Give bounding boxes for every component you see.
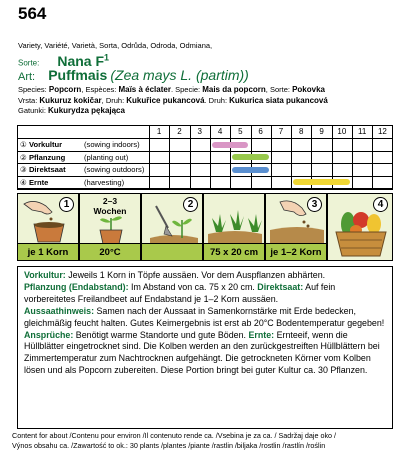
month-number: 7: [278, 127, 284, 136]
step-germination: [79, 193, 141, 261]
instructions-text: Vorkultur: Jeweils 1 Korn in Töpfe aussäen. Vor dem Auspflanzen abhärten. Pflanzung (Endabstand): Im Abstand von ca. 75 x 20 cm. Direktsaat: Auf fein vorbereitetes Freilandbeet auf Endabstand je 1–2 Korn aussäen. Aussaathinweis: Samen nach der Aussaat in Samenkornstärke mit Erde bedecken, gleichmäßig feucht halten. Gutes Keimergebnis ist erst ab 20°C Bodentemperatur gegeben! Ansprüche: Benötigt warme Standorte und gute Böden. Ernte: Ernteeif, wenn die Hüllblätter eingetrocknet sind. Die Kolben werden an den zurückgestreiften Hüllblättern bei Zimmertemperatur zum Nachtrocknen aufgehängt. Die getrockneten Körner vom Kolben lösen und als Popcorn zubereiten. Diese Portion bringt bei guter Kultur ca. 30 Pflanzen.: [17, 266, 393, 429]
art-label: Art:: [18, 71, 36, 83]
content-footer: Content for about /Contenu pour environ /Il contenuto rende ca. /Vsebina je za ca. / Sadržaj daje oko / Výnos obsahu ca. /Zawartość to ok.: 30 plants /plantes /piante /rastlin /biljaka /rostlin /rastlín /roślin: [12, 431, 337, 450]
month-number: 11: [357, 127, 367, 136]
step-pot-sowing: [17, 193, 79, 261]
step-caption: 20°C: [80, 243, 140, 260]
art-value: Puffmais: [48, 67, 108, 83]
step-caption: 75 x 20 cm: [204, 243, 264, 260]
month-number: 9: [319, 127, 324, 136]
month-number: 5: [238, 127, 243, 136]
variety-label: Variety, Variété, Varietà, Sorta, Odrůda, Odroda, Odmiana,: [18, 41, 213, 50]
row-divider: [17, 188, 393, 189]
month-number: 2: [177, 127, 182, 136]
art-line: [18, 67, 249, 83]
instruction-pictures: [17, 193, 393, 261]
calendar-row-label: ② Pflanzung (planting out): [20, 152, 129, 162]
calendar-row-label: ④ Ernte (harvesting): [20, 177, 125, 187]
month-number: 8: [299, 127, 304, 136]
step-planting: [141, 193, 203, 261]
month-number: 3: [197, 127, 202, 136]
calendar-bar-pflanzung: [232, 154, 269, 160]
step-caption: je 1 Korn: [18, 243, 78, 260]
month-number: 4: [217, 127, 223, 136]
calendar-bar-vorkultur: [212, 142, 249, 148]
step-badge: 2: [183, 197, 198, 212]
plant-rows-icon: [204, 194, 265, 244]
calendar-bar-direktsaat: [232, 167, 269, 173]
product-number: 564: [18, 4, 47, 23]
calendar-row-label: ① Vorkultur (sowing indoors): [20, 140, 140, 149]
step-direct-sowing: [265, 193, 327, 261]
sorte-label: Sorte:: [18, 58, 40, 68]
step-caption: [142, 243, 202, 260]
step-badge: 1: [59, 197, 74, 212]
sowing-calendar: [17, 125, 393, 190]
month-number: 6: [258, 127, 263, 136]
step-badge: 4: [373, 197, 388, 212]
art-latin: (Zea mays L. (partim)): [110, 67, 249, 83]
step-caption: je 1–2 Korn: [266, 243, 326, 260]
species-line-2: Vrsta: Kukuruz kokičar, Druh: Kukuřice pukancová. Druh: Kukurica siata pukancová: [18, 95, 328, 105]
month-number: 12: [377, 127, 387, 136]
sorte-value: Nana $F^1$: [57, 52, 110, 69]
weeks-label: 2–3 Wochen: [93, 196, 127, 216]
species-block: [18, 85, 398, 117]
calendar-row-label: ③ Direktsaat (sowing outdoors): [20, 165, 145, 174]
step-spacing: [203, 193, 265, 261]
species-line-3: Gatunki: Kukurydza pękająca: [18, 106, 125, 115]
month-number: 1: [156, 127, 162, 136]
species-line-1: Species: Popcorn, Espèces: Maïs à éclater. Specie: Mais da popcorn, Sorte: Pokovka: [18, 85, 325, 94]
month-number: 10: [337, 127, 347, 136]
step-harvest: [327, 193, 393, 261]
step-badge: 3: [307, 197, 322, 212]
calendar-bar-ernte: [293, 179, 350, 185]
